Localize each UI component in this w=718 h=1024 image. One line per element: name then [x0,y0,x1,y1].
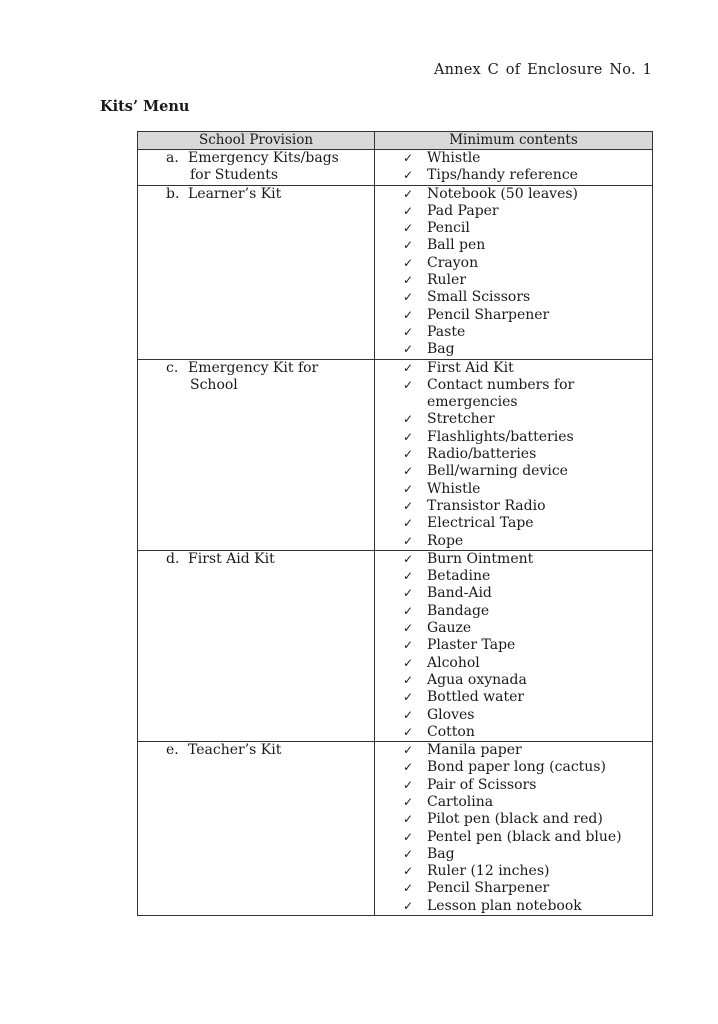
checkmark-icon: ✓ [403,864,414,879]
item-text: First Aid Kit [427,359,514,376]
provision-letter: e. [166,742,179,759]
checkmark-icon: ✓ [403,707,414,722]
page-title: Kits’ Menu [100,98,190,115]
checkmark-icon: ✓ [403,377,414,392]
item-text: Notebook (50 leaves) [427,185,579,202]
provision-cell [138,185,375,359]
checkmark-icon: ✓ [403,881,414,896]
list-item [403,498,652,515]
checkmark-icon: ✓ [403,307,414,322]
checkmark-icon: ✓ [403,255,414,270]
contents-cell [375,185,653,359]
item-text: Cartolina [427,793,494,810]
checkmark-icon: ✓ [403,498,414,513]
table-row [138,550,653,741]
checkmark-icon: ✓ [403,603,414,618]
list-item [403,360,652,377]
list-item [403,724,652,741]
item-text: Paste [427,323,466,340]
item-text: Whistle [427,480,481,497]
list-item [403,463,652,480]
item-text: Agua oxynada [427,671,527,688]
item-text: Pencil [427,220,470,237]
checkmark-icon: ✓ [403,586,414,601]
checkmark-icon: ✓ [403,760,414,775]
table-body [138,150,653,916]
checkmark-icon: ✓ [403,342,414,357]
kits-table [137,131,653,916]
checkmark-icon: ✓ [403,724,414,739]
item-text: Ruler [427,272,467,289]
list-item [403,272,652,289]
checkmark-icon: ✓ [403,846,414,861]
provision-letter: c. [166,359,179,376]
checkmark-icon: ✓ [403,447,414,462]
item-text: Radio/batteries [427,446,537,463]
list-item [403,289,652,306]
checkmark-icon: ✓ [403,238,414,253]
checkmark-icon: ✓ [403,638,414,653]
item-text: Pilot pen (black and red) [427,811,603,828]
list-item [403,533,652,550]
item-text: Betadine [427,568,491,585]
item-text: Manila paper [427,742,522,759]
checkmark-icon: ✓ [403,273,414,288]
list-item [403,568,652,585]
item-text: Flashlights/batteries [427,428,574,445]
list-item [403,411,652,428]
list-item [403,394,652,411]
item-text: Pentel pen (black and blue) [427,828,622,845]
provision-cell [138,150,375,186]
column-header-contents: Minimum contents [375,132,653,150]
provision-cell [138,359,375,550]
list-item [403,377,652,394]
list-item [403,829,652,846]
checkmark-icon: ✓ [403,551,414,566]
list-item [403,481,652,498]
list-item [403,689,652,706]
contents-cell [375,150,653,186]
item-text: Cotton [427,723,475,740]
item-text: Tips/handy reference [427,167,578,184]
checkmark-icon: ✓ [403,324,414,339]
item-text: Plaster Tape [427,637,516,654]
list-item [403,811,652,828]
checkmark-icon: ✓ [403,290,414,305]
provision-letter: a. [166,150,179,166]
checkmark-icon: ✓ [403,168,414,183]
provision-name: Emergency Kits/bags [188,150,339,166]
provision-name: First Aid Kit [188,550,275,567]
item-text: Pad Paper [427,202,499,219]
provision-name: for Students [190,167,279,184]
list-item [403,186,652,203]
list-item [403,167,652,184]
provision-name: School [190,376,238,393]
checkmark-icon: ✓ [403,429,414,444]
checkmark-icon: ✓ [403,151,414,165]
checkmark-icon: ✓ [403,621,414,636]
table-row [138,359,653,550]
item-text: Pencil Sharpener [427,306,550,323]
item-text: Band-Aid [427,585,492,602]
contents-cell [375,742,653,916]
list-item [403,150,652,167]
checkmark-icon: ✓ [403,412,414,427]
provision-name: Emergency Kit for [188,359,319,376]
item-text: Electrical Tape [427,515,534,532]
provision-letter: d. [166,550,180,567]
item-text: Lesson plan notebook [427,897,582,914]
item-text: Alcohol [427,654,480,671]
list-item [403,603,652,620]
item-text: Gauze [427,620,472,637]
checkmark-icon: ✓ [403,829,414,844]
list-item [403,585,652,602]
list-item [403,620,652,637]
list-item [403,220,652,237]
item-text: Gloves [427,706,475,723]
list-item [403,794,652,811]
provision-letter: b. [166,185,180,202]
checkmark-icon: ✓ [403,221,414,236]
item-text: Crayon [427,254,479,271]
item-text: Ball pen [427,237,486,254]
item-text: Bond paper long (cactus) [427,759,606,776]
checkmark-icon: ✓ [403,743,414,758]
item-text: Small Scissors [427,289,531,306]
checkmark-icon: ✓ [403,481,414,496]
annex-label: Annex C of Enclosure No. 1 [433,62,652,78]
item-text: Whistle [427,150,481,166]
item-text: Bandage [427,602,490,619]
list-item [403,429,652,446]
item-text: Pair of Scissors [427,776,537,793]
list-item [403,707,652,724]
list-item [403,341,652,358]
list-item [403,777,652,794]
list-item [403,637,652,654]
checkmark-icon: ✓ [403,186,414,201]
checkmark-icon: ✓ [403,777,414,792]
provision-cell [138,742,375,916]
table-row [138,150,653,186]
checkmark-icon: ✓ [403,569,414,584]
item-text: Stretcher [427,411,495,428]
checkmark-icon: ✓ [403,655,414,670]
list-item [403,759,652,776]
checkmark-icon: ✓ [403,812,414,827]
list-item [403,255,652,272]
list-item [403,742,652,759]
list-item [403,672,652,689]
list-item [403,898,652,915]
table-row [138,185,653,359]
item-text: Bottled water [427,689,525,706]
list-item [403,846,652,863]
list-item [403,324,652,341]
checkmark-icon: ✓ [403,360,414,375]
contents-list [375,742,652,915]
contents-list [375,360,652,550]
item-text: Burn Ointment [427,550,534,567]
table-row [138,742,653,916]
provision-name: Learner’s Kit [188,185,282,202]
item-text: Pencil Sharpener [427,880,550,897]
item-text: Bag [427,845,455,862]
checkmark-icon: ✓ [403,516,414,531]
checkmark-icon: ✓ [403,464,414,479]
provision-name: Teacher’s Kit [188,742,282,759]
column-header-provision: School Provision [138,132,375,150]
checkmark-icon: ✓ [403,898,414,913]
contents-list [375,186,652,359]
item-text: emergencies [427,394,518,411]
provision-cell [138,550,375,741]
item-text: Rope [427,532,464,549]
list-item [403,551,652,568]
list-item [403,515,652,532]
list-item [403,307,652,324]
item-text: Bag [427,341,455,358]
list-item [403,237,652,254]
contents-cell [375,359,653,550]
list-item [403,446,652,463]
checkmark-icon: ✓ [403,203,414,218]
contents-list [375,551,652,741]
contents-cell [375,550,653,741]
table-header-row [138,132,653,150]
checkmark-icon: ✓ [403,794,414,809]
item-text: Transistor Radio [427,497,546,514]
list-item [403,655,652,672]
item-text: Contact numbers for [427,376,575,393]
checkmark-icon: ✓ [403,672,414,687]
item-text: Bell/warning device [427,463,568,480]
checkmark-icon: ✓ [403,690,414,705]
list-item [403,203,652,220]
contents-list [375,150,652,185]
item-text: Ruler (12 inches) [427,863,550,880]
checkmark-icon: ✓ [403,533,414,548]
list-item [403,880,652,897]
list-item [403,863,652,880]
